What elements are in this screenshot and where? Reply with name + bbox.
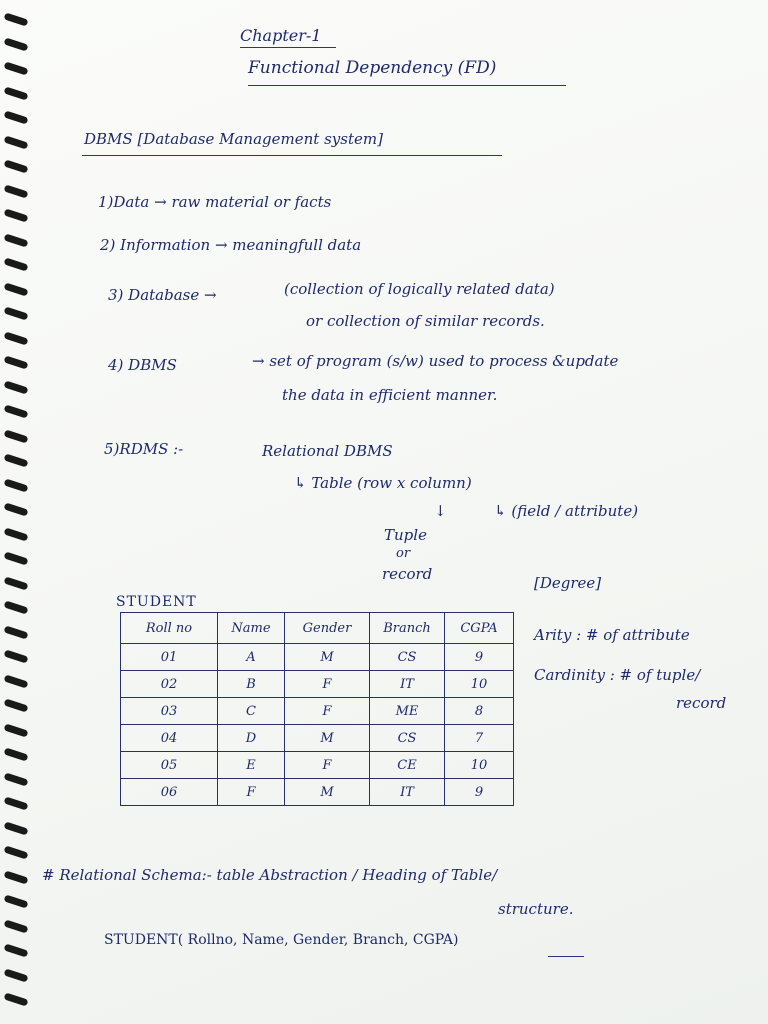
chapter-underline [240, 47, 336, 48]
spiral-ring [4, 429, 29, 443]
spiral-binding [0, 0, 40, 1024]
cell: IT [370, 779, 445, 806]
spiral-ring [4, 772, 29, 786]
table-row [121, 698, 514, 725]
spiral-ring [4, 576, 29, 590]
arrow-down-icon: ↓ [434, 502, 447, 520]
table-row [121, 779, 514, 806]
cell: 10 [445, 671, 514, 698]
cell: 9 [445, 779, 514, 806]
note-database-def2: or collection of similar records. [306, 312, 545, 330]
cell: CS [370, 644, 445, 671]
table-row [121, 725, 514, 752]
dbms-underline [82, 155, 502, 156]
table-row [121, 671, 514, 698]
spiral-ring [4, 625, 29, 639]
note-rdbms: 5)RDMS :- [104, 440, 184, 458]
spiral-ring [4, 257, 29, 271]
schema-definition: STUDENT( Rollno, Name, Gender, Branch, CGPA) [104, 932, 459, 948]
schema-underline [548, 956, 584, 957]
cell: M [285, 779, 370, 806]
note-database: 3) Database → [108, 286, 217, 304]
cell: M [285, 644, 370, 671]
spiral-ring [4, 821, 29, 835]
spiral-ring [4, 870, 29, 884]
spiral-ring [4, 37, 29, 51]
student-table-wrap [120, 612, 514, 806]
cell: 01 [121, 644, 218, 671]
spiral-ring [4, 992, 29, 1006]
cell: F [285, 671, 370, 698]
spiral-ring [4, 159, 29, 173]
cell: 7 [445, 725, 514, 752]
header-cgpa: CGPA [445, 613, 514, 644]
cell: 9 [445, 644, 514, 671]
note-or: or [396, 546, 411, 561]
degree-label: [Degree] [534, 574, 602, 592]
spiral-ring [4, 968, 29, 982]
spiral-ring [4, 86, 29, 100]
cell: 03 [121, 698, 218, 725]
schema-line: # Relational Schema:- table Abstraction / Heading of Table/ [42, 866, 498, 884]
cell: A [218, 644, 285, 671]
spiral-ring [4, 698, 29, 712]
topic-underline [248, 85, 566, 86]
spiral-ring [4, 919, 29, 933]
cell: F [218, 779, 285, 806]
note-data: 1)Data → raw material or facts [98, 193, 332, 211]
spiral-ring [4, 184, 29, 198]
cell: F [285, 752, 370, 779]
spiral-ring [4, 12, 29, 26]
cell: 10 [445, 752, 514, 779]
table-name: STUDENT [116, 594, 197, 610]
note-dbms: 4) DBMS [108, 356, 177, 374]
header-name: Name [218, 613, 285, 644]
note-database-def: (collection of logically related data) [284, 280, 555, 298]
spiral-ring [4, 600, 29, 614]
table-header-row [121, 613, 514, 644]
spiral-ring [4, 478, 29, 492]
cell: D [218, 725, 285, 752]
note-rdbms-def: Relational DBMS [262, 442, 393, 460]
cell: 04 [121, 725, 218, 752]
spiral-ring [4, 894, 29, 908]
table-row [121, 644, 514, 671]
schema-line-2: structure. [498, 900, 574, 918]
spiral-ring [4, 845, 29, 859]
chapter-title: Chapter-1 [240, 26, 322, 45]
note-tuple: Tuple [384, 526, 427, 544]
spiral-ring [4, 453, 29, 467]
spiral-ring [4, 649, 29, 663]
cell: M [285, 725, 370, 752]
cardinality-note-2: record [676, 694, 727, 712]
spiral-ring [4, 943, 29, 957]
cell: B [218, 671, 285, 698]
cell: 05 [121, 752, 218, 779]
spiral-ring [4, 233, 29, 247]
spiral-ring [4, 674, 29, 688]
spiral-ring [4, 282, 29, 296]
spiral-ring [4, 747, 29, 761]
spiral-ring [4, 796, 29, 810]
arity-note: Arity : # of attribute [534, 626, 690, 644]
cell: F [285, 698, 370, 725]
cell: CE [370, 752, 445, 779]
spiral-ring [4, 135, 29, 149]
spiral-ring [4, 110, 29, 124]
spiral-ring [4, 208, 29, 222]
spiral-ring [4, 331, 29, 345]
note-dbms-def2: the data in efficient manner. [282, 386, 498, 404]
note-record: record [382, 565, 433, 583]
note-dbms-def: → set of program (s/w) used to process &update [252, 352, 619, 370]
table-row [121, 752, 514, 779]
topic-title: Functional Dependency (FD) [248, 58, 497, 78]
cell: ME [370, 698, 445, 725]
spiral-ring [4, 355, 29, 369]
spiral-ring [4, 551, 29, 565]
spiral-ring [4, 723, 29, 737]
spiral-ring [4, 502, 29, 516]
note-information: 2) Information → meaningfull data [100, 236, 362, 254]
cell: IT [370, 671, 445, 698]
dbms-heading: DBMS [Database Management system] [84, 130, 383, 148]
header-branch: Branch [370, 613, 445, 644]
spiral-ring [4, 404, 29, 418]
cell: C [218, 698, 285, 725]
spiral-ring [4, 380, 29, 394]
spiral-ring [4, 306, 29, 320]
header-gender: Gender [285, 613, 370, 644]
cell: 8 [445, 698, 514, 725]
cell: 06 [121, 779, 218, 806]
spiral-ring [4, 61, 29, 75]
student-table [120, 612, 514, 806]
spiral-ring [4, 527, 29, 541]
note-table-def: ↳ Table (row x column) [294, 474, 472, 492]
cell: 02 [121, 671, 218, 698]
header-rollno: Roll no [121, 613, 218, 644]
cell: CS [370, 725, 445, 752]
note-field-attribute: ↳ (field / attribute) [494, 502, 639, 520]
cardinality-note: Cardinity : # of tuple/ [534, 666, 701, 684]
cell: E [218, 752, 285, 779]
